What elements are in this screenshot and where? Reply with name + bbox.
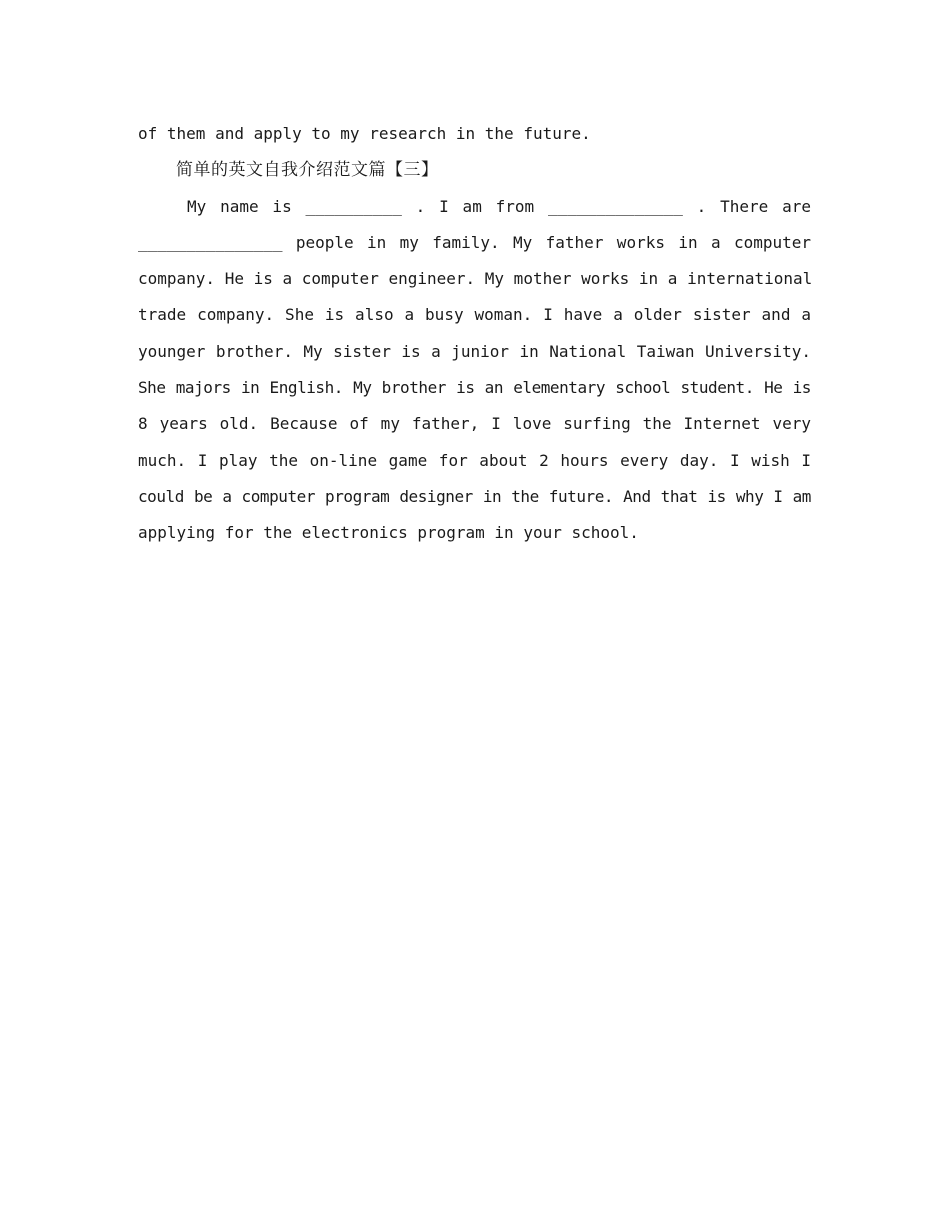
paragraph-line: could be a computer program designer in the future. And that is why I am (138, 486, 811, 506)
paragraph-line: company. He is a computer engineer. My mother works in a international (138, 269, 813, 289)
intro-paragraph (138, 189, 811, 552)
continuation-line: of them and apply to my research in the future. (138, 124, 591, 143)
paragraph-line: applying for the electronics program in your school. (138, 523, 639, 543)
paragraph-line: _______________ people in my family. My father works in a computer (138, 232, 811, 252)
section-heading: 简单的英文自我介绍范文篇【三】 (176, 160, 439, 181)
paragraph-line: 8 years old. Because of my father, I love surfing the Internet very (138, 414, 811, 434)
document-body (138, 116, 811, 552)
paragraph-line: She majors in English. My brother is an elementary school student. He is (138, 378, 811, 398)
paragraph-line: My name is __________ . I am from ______________ . There are (187, 196, 811, 216)
paragraph-line: trade company. She is also a busy woman. I have a older sister and a (138, 305, 811, 325)
paragraph-line: younger brother. My sister is a junior in National Taiwan University. (138, 341, 811, 361)
paragraph-line: much. I play the on-line game for about 2 hours every day. I wish I (138, 450, 811, 470)
